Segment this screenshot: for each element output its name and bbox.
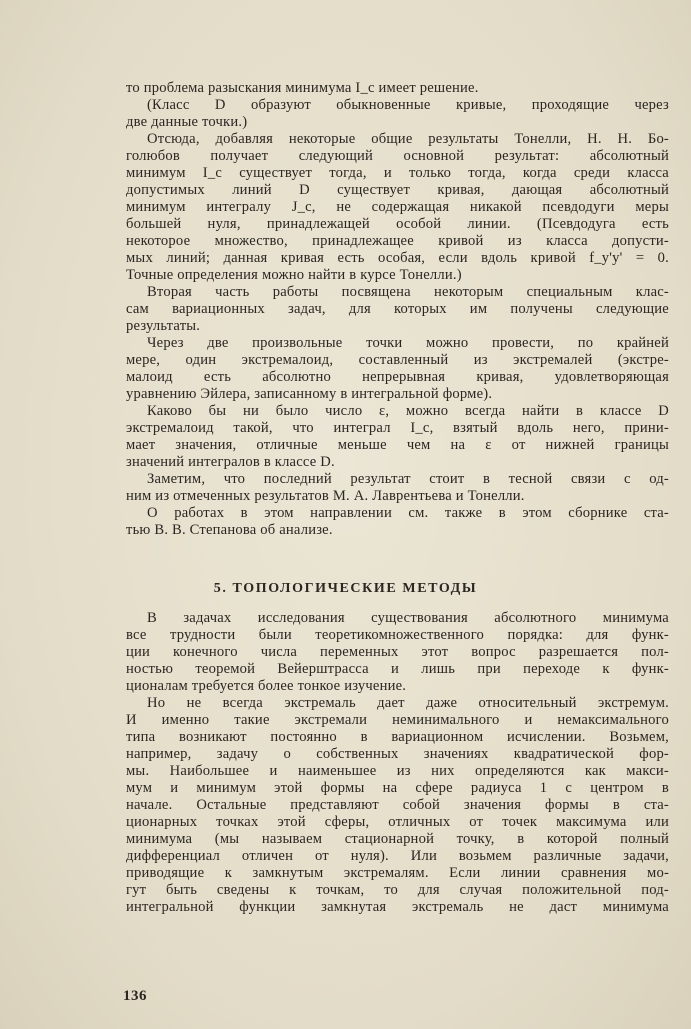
text-line: голюбов получает следующий основной результат: абсолютный	[126, 148, 669, 164]
text-line: начале. Остальные представляют собой значения формы в ста-	[126, 797, 669, 813]
text-line: О работах в этом направлении см. также в этом сборнике ста-	[147, 505, 669, 521]
text-line: Отсюда, добавляя некоторые общие результаты Тонелли, Н. Н. Бо-	[147, 131, 669, 147]
text-line: некоторое множество, принадлежащее кривой из класса допусти-	[126, 233, 669, 249]
text-line: результаты.	[126, 318, 201, 334]
text-line: Каково бы ни было число ε, можно всегда найти в классе D	[147, 403, 669, 419]
section-heading: 5. ТОПОЛОГИЧЕСКИЕ МЕТОДЫ	[213, 581, 478, 596]
text-line: большей нуля, принадлежащей особой линии. (Псевдодуга есть	[126, 216, 669, 232]
text-line: гут быть сведены к точкам, то для случая положительной под-	[126, 882, 669, 898]
text-line: минимума (мы называем стационарной точку, в которой полный	[126, 831, 669, 847]
text-line: ции конечного числа переменных этот вопрос разрешается пол-	[126, 644, 669, 660]
text-line: мум и минимум этой формы на сфере радиуса 1 с центром в	[126, 780, 669, 796]
text-line: сам вариационных задач, для которых им получены следующие	[126, 301, 669, 317]
text-line: то проблема разыскания минимума I_c имеет решение.	[126, 80, 479, 96]
text-line: ним из отмеченных результатов М. А. Лаврентьева и Тонелли.	[126, 488, 525, 504]
text-line: (Класс D образуют обыкновенные кривые, проходящие через	[147, 97, 669, 113]
text-line: Но не всегда экстремаль дает даже относительный экстремум.	[147, 695, 669, 711]
text-line: минимум интегралу J_c, не содержащая никакой псевдодуги меры	[126, 199, 669, 215]
text-line: Заметим, что последний результат стоит в тесной связи с од-	[147, 471, 669, 487]
text-line: две данные точки.)	[126, 114, 248, 130]
text-line: ционалам требуется более тонкое изучение.	[126, 678, 407, 694]
text-line: мы. Наибольшее и наименьшее из них определяются как макси-	[126, 763, 669, 779]
text-line: приводящие к замкнутым экстремалям. Если линии сравнения мо-	[126, 865, 669, 881]
text-line: малоид есть абсолютно непрерывная кривая, удовлетворяющая	[126, 369, 669, 385]
text-line: ностью теоремой Вейерштрасса и лишь при переходе к функ-	[126, 661, 669, 677]
text-line: дифференциал отличен от нуля). Или возьмем различные задачи,	[126, 848, 669, 864]
text-line: Вторая часть работы посвящена некоторым специальным клас-	[147, 284, 669, 300]
text-line: Точные определения можно найти в курсе Тонелли.)	[126, 267, 462, 283]
text-line: например, задачу о собственных значениях квадратической фор-	[126, 746, 669, 762]
text-line: все трудности были теоретикомножественного порядка: для функ-	[126, 627, 669, 643]
text-line: значений интегралов в классе D.	[126, 454, 335, 470]
text-line: И именно такие экстремали неминимального и немаксимального	[126, 712, 669, 728]
text-line: тью В. В. Степанова об анализе.	[126, 522, 333, 538]
text-line: Через две произвольные точки можно провести, по крайней	[147, 335, 669, 351]
text-line: минимум I_c существует тогда, и только тогда, когда среди класса	[126, 165, 669, 181]
page-number: 136	[123, 988, 147, 1004]
text-line: мых линий; данная кривая есть особая, если вдоль кривой f_y'y' = 0.	[126, 250, 669, 266]
text-line: экстремалоид такой, что интеграл I_c, взятый вдоль него, прини-	[126, 420, 669, 436]
text-line: мает значения, отличные меньше чем на ε от нижней границы	[126, 437, 669, 453]
text-line: типа возникают постоянно в вариационном исчислении. Возьмем,	[126, 729, 669, 745]
text-line: В задачах исследования существования абсолютного минимума	[147, 610, 669, 626]
text-line: мере, один экстремалоид, составленный из экстремалей (экстре-	[126, 352, 669, 368]
text-line: ционарных точках этой сферы, отличных от точек максимума или	[126, 814, 669, 830]
text-line: интегральной функции замкнутая экстремаль не даст минимума	[126, 899, 669, 915]
text-line: допустимых линий D существует кривая, дающая абсолютный	[126, 182, 669, 198]
text-line: уравнению Эйлера, записанному в интегральной форме).	[126, 386, 493, 402]
